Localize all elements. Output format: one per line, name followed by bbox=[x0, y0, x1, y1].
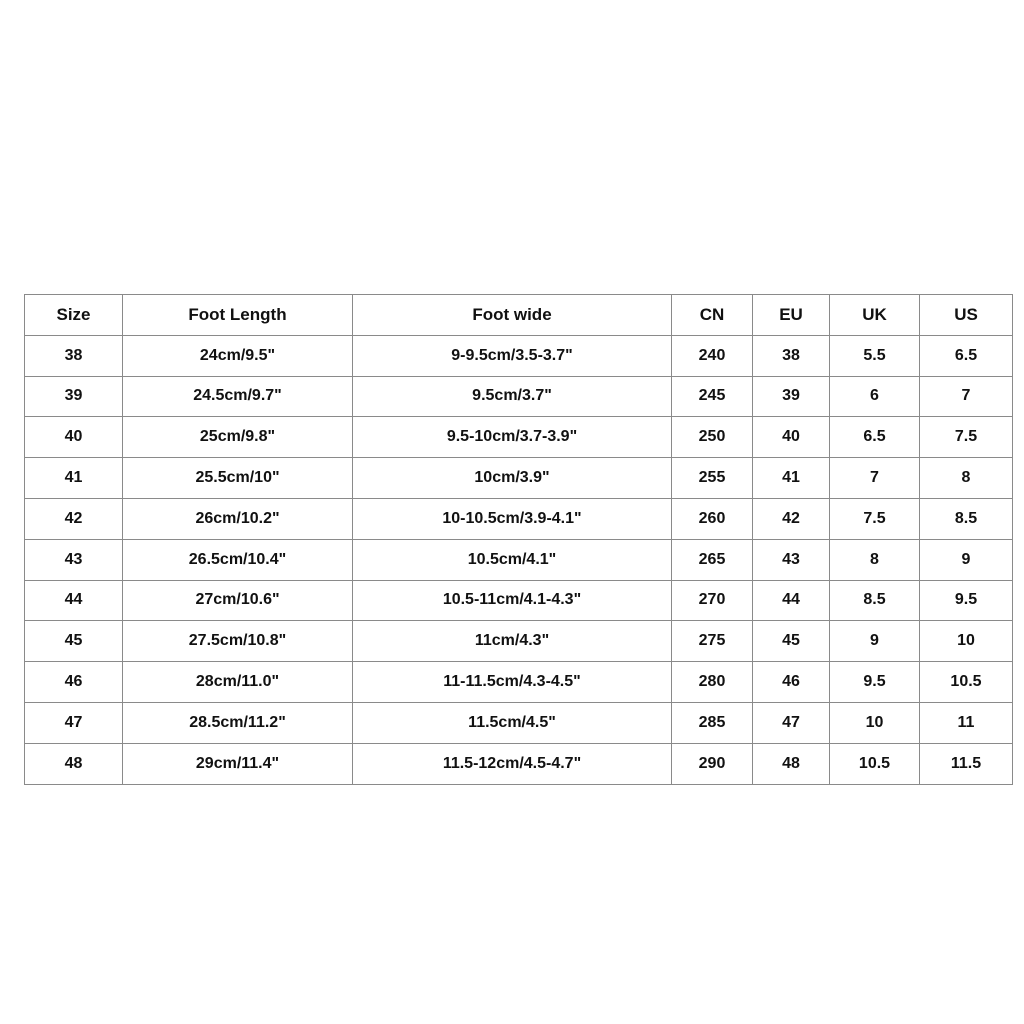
cell-eu: 43 bbox=[753, 539, 830, 580]
cell-foot-wide: 11.5cm/4.5" bbox=[353, 702, 672, 743]
cell-foot-wide: 9.5-10cm/3.7-3.9" bbox=[353, 417, 672, 458]
cell-foot-wide: 9-9.5cm/3.5-3.7" bbox=[353, 335, 672, 376]
table-row bbox=[25, 743, 1013, 784]
table-row bbox=[25, 376, 1013, 417]
cell-size: 45 bbox=[25, 621, 123, 662]
cell-foot-length: 27.5cm/10.8" bbox=[123, 621, 353, 662]
cell-cn: 265 bbox=[672, 539, 753, 580]
cell-foot-length: 25.5cm/10" bbox=[123, 458, 353, 499]
table-body bbox=[25, 335, 1013, 784]
cell-foot-length: 28.5cm/11.2" bbox=[123, 702, 353, 743]
cell-cn: 245 bbox=[672, 376, 753, 417]
cell-uk: 8.5 bbox=[830, 580, 920, 621]
cell-foot-wide: 10.5cm/4.1" bbox=[353, 539, 672, 580]
cell-eu: 47 bbox=[753, 702, 830, 743]
header-size: Size bbox=[25, 295, 123, 336]
cell-cn: 290 bbox=[672, 743, 753, 784]
cell-us: 7.5 bbox=[920, 417, 1013, 458]
cell-foot-length: 28cm/11.0" bbox=[123, 662, 353, 703]
table-row bbox=[25, 580, 1013, 621]
cell-foot-length: 24.5cm/9.7" bbox=[123, 376, 353, 417]
size-chart-table bbox=[24, 294, 1013, 785]
cell-foot-wide: 11.5-12cm/4.5-4.7" bbox=[353, 743, 672, 784]
cell-us: 6.5 bbox=[920, 335, 1013, 376]
cell-size: 40 bbox=[25, 417, 123, 458]
table-row bbox=[25, 621, 1013, 662]
table-row bbox=[25, 498, 1013, 539]
cell-eu: 48 bbox=[753, 743, 830, 784]
cell-eu: 42 bbox=[753, 498, 830, 539]
cell-uk: 7.5 bbox=[830, 498, 920, 539]
header-us: US bbox=[920, 295, 1013, 336]
table-row bbox=[25, 662, 1013, 703]
cell-cn: 285 bbox=[672, 702, 753, 743]
cell-uk: 8 bbox=[830, 539, 920, 580]
cell-eu: 40 bbox=[753, 417, 830, 458]
cell-foot-length: 26cm/10.2" bbox=[123, 498, 353, 539]
table-header-row bbox=[25, 295, 1013, 336]
cell-us: 11.5 bbox=[920, 743, 1013, 784]
cell-us: 8.5 bbox=[920, 498, 1013, 539]
cell-foot-wide: 10.5-11cm/4.1-4.3" bbox=[353, 580, 672, 621]
cell-foot-length: 26.5cm/10.4" bbox=[123, 539, 353, 580]
cell-cn: 270 bbox=[672, 580, 753, 621]
table-row bbox=[25, 417, 1013, 458]
cell-foot-wide: 10cm/3.9" bbox=[353, 458, 672, 499]
header-eu: EU bbox=[753, 295, 830, 336]
cell-eu: 44 bbox=[753, 580, 830, 621]
cell-eu: 39 bbox=[753, 376, 830, 417]
cell-size: 48 bbox=[25, 743, 123, 784]
cell-us: 8 bbox=[920, 458, 1013, 499]
cell-us: 9 bbox=[920, 539, 1013, 580]
cell-uk: 5.5 bbox=[830, 335, 920, 376]
cell-cn: 240 bbox=[672, 335, 753, 376]
cell-eu: 41 bbox=[753, 458, 830, 499]
table-row bbox=[25, 539, 1013, 580]
cell-uk: 10.5 bbox=[830, 743, 920, 784]
cell-us: 10 bbox=[920, 621, 1013, 662]
cell-us: 10.5 bbox=[920, 662, 1013, 703]
header-foot-wide: Foot wide bbox=[353, 295, 672, 336]
header-cn: CN bbox=[672, 295, 753, 336]
cell-foot-wide: 9.5cm/3.7" bbox=[353, 376, 672, 417]
cell-size: 44 bbox=[25, 580, 123, 621]
cell-foot-wide: 10-10.5cm/3.9-4.1" bbox=[353, 498, 672, 539]
cell-foot-length: 29cm/11.4" bbox=[123, 743, 353, 784]
cell-uk: 6.5 bbox=[830, 417, 920, 458]
cell-foot-wide: 11-11.5cm/4.3-4.5" bbox=[353, 662, 672, 703]
cell-size: 39 bbox=[25, 376, 123, 417]
cell-eu: 38 bbox=[753, 335, 830, 376]
cell-foot-length: 24cm/9.5" bbox=[123, 335, 353, 376]
cell-size: 47 bbox=[25, 702, 123, 743]
table-row bbox=[25, 702, 1013, 743]
cell-cn: 275 bbox=[672, 621, 753, 662]
cell-cn: 260 bbox=[672, 498, 753, 539]
cell-cn: 280 bbox=[672, 662, 753, 703]
cell-size: 42 bbox=[25, 498, 123, 539]
table-row bbox=[25, 458, 1013, 499]
cell-foot-length: 27cm/10.6" bbox=[123, 580, 353, 621]
cell-uk: 9.5 bbox=[830, 662, 920, 703]
cell-size: 38 bbox=[25, 335, 123, 376]
header-uk: UK bbox=[830, 295, 920, 336]
cell-uk: 10 bbox=[830, 702, 920, 743]
cell-foot-wide: 11cm/4.3" bbox=[353, 621, 672, 662]
cell-uk: 9 bbox=[830, 621, 920, 662]
cell-eu: 46 bbox=[753, 662, 830, 703]
cell-uk: 7 bbox=[830, 458, 920, 499]
cell-us: 7 bbox=[920, 376, 1013, 417]
table-row bbox=[25, 335, 1013, 376]
cell-cn: 250 bbox=[672, 417, 753, 458]
cell-us: 11 bbox=[920, 702, 1013, 743]
cell-foot-length: 25cm/9.8" bbox=[123, 417, 353, 458]
header-foot-length: Foot Length bbox=[123, 295, 353, 336]
cell-size: 43 bbox=[25, 539, 123, 580]
cell-size: 46 bbox=[25, 662, 123, 703]
cell-eu: 45 bbox=[753, 621, 830, 662]
cell-us: 9.5 bbox=[920, 580, 1013, 621]
cell-uk: 6 bbox=[830, 376, 920, 417]
cell-size: 41 bbox=[25, 458, 123, 499]
cell-cn: 255 bbox=[672, 458, 753, 499]
